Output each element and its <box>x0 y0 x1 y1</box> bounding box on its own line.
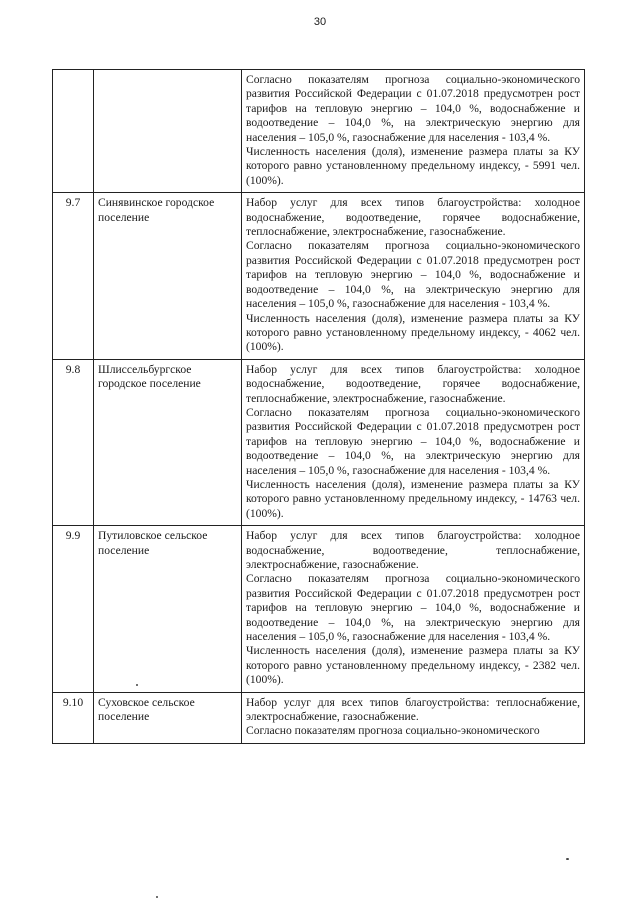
row-description <box>242 193 585 359</box>
description-paragraph: Набор услуг для всех типов благоустройства: теплоснабжение, электроснабжение, газоснабжение. <box>246 695 580 724</box>
row-description <box>242 692 585 743</box>
description-paragraph: Численность населения (доля), изменение размера платы за КУ которого равно установленному предельному индексу, - 4062 чел. (100%). <box>246 311 580 354</box>
table-row <box>53 692 585 743</box>
settlement-name: Синявинское городское поселение <box>94 193 242 359</box>
table-row <box>53 193 585 359</box>
description-paragraph: Численность населения (доля), изменение размера платы за КУ которого равно установленному предельному индексу, - 2382 чел. (100%). <box>246 644 580 687</box>
row-number: 9.7 <box>53 193 94 359</box>
description-paragraph: Согласно показателям прогноза социально-экономического развития Российской Федерации с 01.07.2018 предусмотрен рост тарифов на тепловую энергию – 104,0 %, водоснабжение и водоотведение – 104,0 %, на электрическую энергию для населения – 105,0 %, газоснабжение для населения - 103,4 %. <box>246 572 580 644</box>
description-paragraph: Численность населения (доля), изменение размера платы за КУ которого равно установленному предельному индексу, - 5991 чел. (100%). <box>246 145 580 187</box>
row-number: 9.8 <box>53 359 94 525</box>
scan-speck <box>156 896 158 898</box>
description-paragraph: Численность населения (доля), изменение размера платы за КУ которого равно установленному предельному индексу, - 14763 чел. (100%). <box>246 477 580 520</box>
row-number: 9.10 <box>53 692 94 743</box>
page-number: 30 <box>313 16 327 28</box>
row-description <box>242 70 585 193</box>
settlement-name: Путиловское сельское поселение <box>94 526 242 692</box>
row-number <box>53 70 94 193</box>
settlement-name <box>94 70 242 193</box>
table-row <box>53 70 585 193</box>
description-paragraph: Набор услуг для всех типов благоустройства: холодное водоснабжение, водоотведение, горячее водоснабжение, теплоснабжение, электроснабжение, газоснабжение. <box>246 362 580 405</box>
description-paragraph: Согласно показателям прогноза социально-экономического развития Российской Федерации с 01.07.2018 предусмотрен рост тарифов на тепловую энергию – 104,0 %, водоснабжение и водоотведение – 104,0 %, на электрическую энергию для населения – 105,0 %, газоснабжение для населения - 103,4 %. <box>246 239 580 311</box>
description-paragraph: Набор услуг для всех типов благоустройства: холодное водоснабжение, водоотведение, теплоснабжение, электроснабжение, газоснабжение. <box>246 529 580 571</box>
table-row <box>53 526 585 692</box>
scan-speck <box>566 858 569 860</box>
row-number: 9.9 <box>53 526 94 692</box>
description-paragraph: Согласно показателям прогноза социально-экономического <box>246 724 540 738</box>
settlement-name: Суховское сельское поселение <box>94 692 242 743</box>
row-description <box>242 359 585 525</box>
description-paragraph: Согласно показателям прогноза социально-экономического развития Российской Федерации с 01.07.2018 предусмотрен рост тарифов на тепловую энергию – 104,0 %, водоснабжение и водоотведение – 104,0 %, на электрическую энергию для населения – 105,0 %, газоснабжение для населения - 103,4 %. <box>246 73 580 144</box>
settlement-name: Шлиссельбургское городское поселение <box>94 359 242 525</box>
scan-speck <box>136 684 138 686</box>
settlements-table <box>52 69 585 744</box>
description-paragraph: Набор услуг для всех типов благоустройства: холодное водоснабжение, водоотведение, горячее водоснабжение, теплоснабжение, электроснабжение, газоснабжение. <box>246 196 580 239</box>
row-description <box>242 526 585 692</box>
table-row <box>53 359 585 525</box>
description-paragraph: Согласно показателям прогноза социально-экономического развития Российской Федерации с 01.07.2018 предусмотрен рост тарифов на тепловую энергию – 104,0 %, водоснабжение и водоотведение – 104,0 %, на электрическую энергию для населения – 105,0 %, газоснабжение для населения - 103,4 %. <box>246 405 580 477</box>
